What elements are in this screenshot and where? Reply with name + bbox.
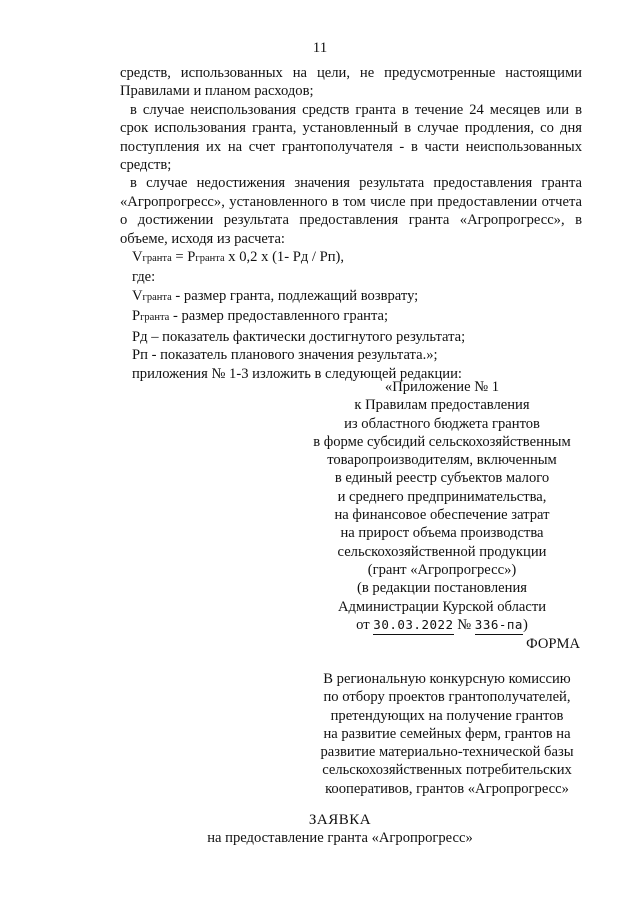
legend-item [120,346,582,364]
formula-rest: x 0,2 x (1- Pд / Pп), [224,249,345,266]
addressee-block [306,670,588,798]
annex-header-line: сельскохозяйственной продукции [337,543,547,560]
annex-header-line: Администрации Курской области [337,598,547,615]
decree-line [292,616,592,635]
legend-text: – показатель фактически достигнутого результата; [147,328,466,345]
annex-header-line: (в редакции постановления [357,580,527,597]
formula-r: P [187,249,196,266]
annex-header-line: (грант «Агропрогресс») [367,561,517,578]
formula-eq: = [171,249,188,266]
annex-header-line: товаропроизводителям, включенным [327,452,557,469]
annex-header-line: и среднего предпринимательства, [337,488,547,505]
paragraph: в случае недостижения значения результата предоставления гранта «Агропрогресс», установленного в том числе при предоставлении отчета о достижении результата предоставления гранта «Агропрогресс», в объеме, исходя из расчета: [120,175,582,247]
addressee-line: В региональную конкурсную комиссию [323,671,571,687]
decree-number: 336-па [475,616,523,635]
formula-legend [120,268,582,382]
annex-intro: приложения № 1-3 изложить в следующей редакции: [132,365,462,382]
document-subtitle: на предоставление гранта «Агропрогресс» [207,830,473,846]
formula [120,248,582,268]
legend-symbol-sub: гранта [142,291,172,303]
legend-item [120,328,582,346]
legend-symbol: V [132,287,143,304]
annex-header [292,378,592,635]
decree-from: от [356,616,374,633]
annex-header-line: на финансовое обеспечение затрат [334,507,550,524]
form-label: ФОРМА [526,636,580,652]
annex-header-line: в форме субсидий сельскохозяйственным [313,433,571,450]
paragraph: средств, использованных на цели, не предусмотренные настоящими Правилами и планом расходов; [120,65,582,100]
decree-date: 30.03.2022 [373,616,453,635]
decree-closing: ) [522,616,528,633]
formula-lhs-sub: гранта [142,253,172,265]
legend-symbol: Pп [132,347,148,364]
legend-symbol: Pд [132,328,148,345]
addressee-line: по отбору проектов грантополучателей, [323,689,571,706]
addressee-line: претендующих на получение грантов [330,707,564,724]
formula-lhs: V [132,249,143,266]
legend-symbol-sub: гранта [140,312,170,324]
where-label: где: [132,269,156,286]
paragraph: в случае неиспользования средств гранта в течение 24 месяцев или в срок использования гранта, установленный в случае продления, со дня поступления их на счет грантополучателя - в части неиспользованных средств; [120,101,582,174]
body-text [120,64,582,383]
addressee-line: на развитие семейных ферм, грантов на [323,725,571,742]
legend-text: - размер предоставленного гранта; [169,308,389,325]
annex-header-line: из областного бюджета грантов [344,415,540,432]
addressee-line: развитие материально-технической базы [320,744,574,761]
annex-header-line: на прирост объема производства [340,525,544,542]
annex-header-line: к Правилам предоставления [354,397,530,414]
addressee-line: сельскохозяйственных потребительских [322,762,572,779]
addressee-line: кооперативов, грантов «Агропрогресс» [325,780,569,797]
annex-header-line: в единый реестр субъектов малого [334,470,550,487]
legend-item [120,307,582,327]
annex-header-line: «Приложение № 1 [384,379,500,395]
document-title: ЗАЯВКА [308,812,372,828]
legend-text: - размер гранта, подлежащий возврату; [171,287,419,304]
decree-number-sign: № [453,616,475,633]
formula-r-sub: гранта [195,253,225,265]
legend-symbol: P [132,308,141,325]
legend-item [120,287,582,307]
legend-text: - показатель планового значения результата.»; [147,347,438,364]
page-number: 11 [312,40,328,56]
